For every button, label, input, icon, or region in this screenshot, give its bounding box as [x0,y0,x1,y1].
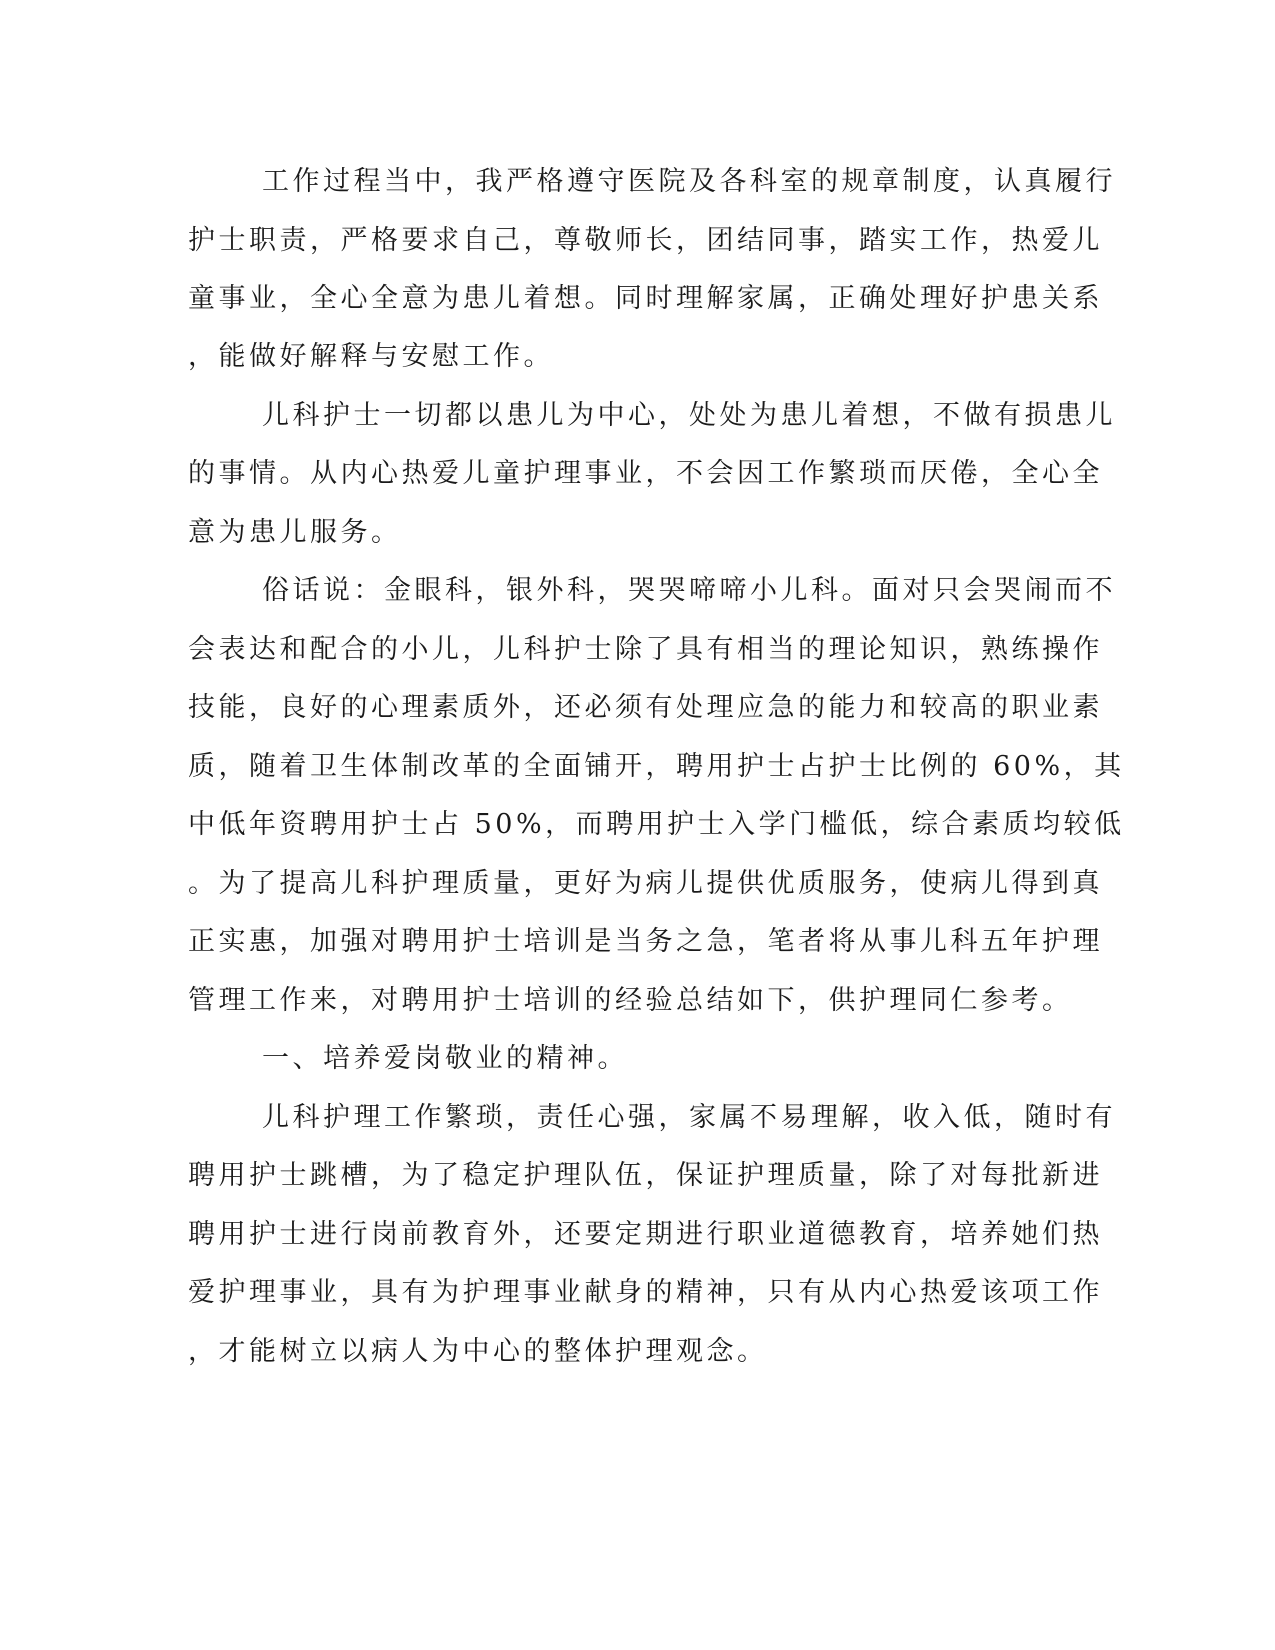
paragraph-line: 正实惠，加强对聘用护士培训是当务之急，笔者将从事儿科五年护理 [188,926,1103,957]
paragraph-line: 意为患儿服务。 [188,517,402,548]
paragraph-line: 儿科护理工作繁琐，责任心强，家属不易理解，收入低，随时有 [262,1102,1116,1133]
paragraph-line: 童事业，全心全意为患儿着想。同时理解家属，正确处理好护患关系 [188,283,1103,314]
paragraph-line: ，才能树立以病人为中心的整体护理观念。 [188,1336,768,1367]
paragraph-line: 技能，良好的心理素质外，还必须有处理应急的能力和较高的职业素 [188,692,1103,723]
paragraph-line: 儿科护士一切都以患儿为中心，处处为患儿着想，不做有损患儿 [262,400,1116,431]
paragraph-line: 爱护理事业，具有为护理事业献身的精神，只有从内心热爱该项工作 [188,1277,1103,1308]
paragraph-line: 的事情。从内心热爱儿童护理事业，不会因工作繁琐而厌倦，全心全 [188,458,1103,489]
paragraph-line: 聘用护士跳槽，为了稳定护理队伍，保证护理质量，除了对每批新进 [188,1160,1103,1191]
section-heading: 一、培养爱岗敬业的精神。 [262,1043,628,1074]
paragraph-line: 中低年资聘用护士占 50%，而聘用护士入学门槛低，综合素质均较低 [188,809,1125,840]
paragraph-line: 会表达和配合的小儿，儿科护士除了具有相当的理论知识，熟练操作 [188,634,1103,665]
paragraph-line: ，能做好解释与安慰工作。 [188,341,554,372]
paragraph-line: 。为了提高儿科护理质量，更好为病儿提供优质服务，使病儿得到真 [188,868,1103,899]
paragraph-line: 管理工作来，对聘用护士培训的经验总结如下，供护理同仁参考。 [188,985,1073,1016]
paragraph-line: 质，随着卫生体制改革的全面铺开，聘用护士占护士比例的 60%，其 [188,751,1125,782]
paragraph-line: 俗话说：金眼科，银外科，哭哭啼啼小儿科。面对只会哭闹而不 [262,575,1116,606]
paragraph-line: 聘用护士进行岗前教育外，还要定期进行职业道德教育，培养她们热 [188,1219,1103,1250]
paragraph-line: 工作过程当中，我严格遵守医院及各科室的规章制度，认真履行 [262,166,1116,197]
paragraph-line: 护士职责，严格要求自己，尊敬师长，团结同事，踏实工作，热爱儿 [188,225,1103,256]
